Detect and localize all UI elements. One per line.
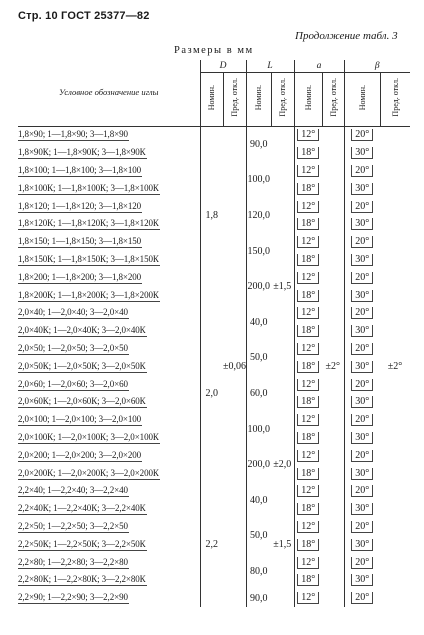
designation-cell: 2,2×50К; 1—2,2×50К; 3—2,2×50К [18,538,146,549]
designation-cell: 2,2×90; 1—2,2×90; 3—2,2×90 [18,592,128,603]
beta-nominal-cell: 20° [344,233,380,251]
L-nominal-cell: 200,0 [246,269,271,305]
beta-nominal-cell: 20° [344,162,380,180]
a-nominal-cell: 12° [294,589,322,607]
L-nominal-cell: 40,0 [246,304,271,340]
L-nominal-cell: 50,0 [246,340,271,376]
L-tolerance-cell: ±1,5 [273,281,292,293]
beta-nominal-cell: 20° [344,304,380,322]
beta-nominal-cell: 30° [344,215,380,233]
D-tolerance-header: Пред. откл. [223,72,246,126]
column-L-header: L [246,60,294,72]
table-row [18,304,410,322]
D-nominal-cell: 2,0 [200,304,223,482]
column-a-header: a [294,60,344,72]
a-nominal-cell: 12° [294,198,322,216]
designation-cell: 1,8×200; 1—1,8×200; 3—1,8×200 [18,271,142,282]
designation-cell: 2,0×60; 1—2,0×60; 3—2,0×60 [18,378,128,389]
D-nominal-cell: 2,2 [200,482,223,607]
beta-nominal-cell: 20° [344,411,380,429]
designation-cell: 2,2×40; 1—2,2×40; 3—2,2×40 [18,485,128,496]
L-nominal-cell: 80,0 [246,554,271,590]
designation-cell: 2,0×50; 1—2,0×50; 3—2,0×50 [18,342,128,353]
designation-cell: 1,8×90; 1—1,8×90; 3—1,8×90 [18,129,128,140]
beta-nominal-cell: 20° [344,376,380,394]
L-tolerance-header: Пред. откл. [271,72,294,126]
table-row [18,126,410,144]
D-nominal-cell: 1,8 [200,126,223,304]
a-nominal-cell: 18° [294,322,322,340]
a-nominal-cell: 12° [294,376,322,394]
beta-nominal-cell: 20° [344,340,380,358]
a-nominal-cell: 12° [294,482,322,500]
L-nominal-header: Номин. [246,72,271,126]
beta-nominal-cell: 20° [344,198,380,216]
a-nominal-cell: 18° [294,571,322,589]
L-nominal-cell: 60,0 [246,376,271,412]
a-nominal-cell: 12° [294,126,322,144]
designation-cell: 2,0×200К; 1—2,0×200К; 3—2,0×200К [18,467,159,478]
a-nominal-cell: 18° [294,358,322,376]
beta-nominal-cell: 30° [344,536,380,554]
page-header: Стр. 10 ГОСТ 25377—82 [18,10,150,22]
L-nominal-cell: 200,0 [246,447,271,483]
beta-nominal-cell: 20° [344,269,380,287]
a-nominal-cell: 12° [294,411,322,429]
beta-nominal-cell: 20° [344,518,380,536]
beta-nominal-cell: 30° [344,180,380,198]
designation-cell: 2,0×40К; 1—2,0×40К; 3—2,0×40К [18,325,146,336]
designation-cell: 1,8×120; 1—1,8×120; 3—1,8×120 [18,200,142,211]
a-nominal-cell: 18° [294,215,322,233]
needle-dimensions-table [18,60,410,607]
a-nominal-cell: 18° [294,465,322,483]
designation-cell: 2,0×40; 1—2,0×40; 3—2,0×40 [18,307,128,318]
L-nominal-cell: 90,0 [246,126,271,162]
beta-nominal-cell: 30° [344,322,380,340]
a-nominal-cell: 18° [294,144,322,162]
a-nominal-cell: 12° [294,447,322,465]
a-nominal-cell: 18° [294,536,322,554]
a-nominal-cell: 18° [294,287,322,305]
beta-nominal-cell: 20° [344,554,380,572]
beta-tolerance-header: Пред. откл. [380,72,410,126]
designation-cell: 2,2×40К; 1—2,2×40К; 3—2,2×40К [18,503,146,514]
beta-nominal-cell: 30° [344,144,380,162]
a-nominal-cell: 18° [294,251,322,269]
designation-cell: 2,0×100К; 1—2,0×100К; 3—2,0×100К [18,431,159,442]
designation-cell: 2,0×50К; 1—2,0×50К; 3—2,0×50К [18,360,146,371]
column-D-header: D [200,60,246,72]
a-nominal-header: Номин. [294,72,322,126]
a-nominal-cell: 12° [294,518,322,536]
L-nominal-cell: 50,0 [246,518,271,554]
designation-cell: 2,2×50; 1—2,2×50; 3—2,2×50 [18,520,128,531]
designation-header: Условное обозначение иглы [18,60,200,126]
designation-cell: 1,8×100К; 1—1,8×100К; 3—1,8×100К [18,182,159,193]
a-tolerance-header: Пред. откл. [322,72,344,126]
designation-cell: 2,2×80К; 1—2,2×80К; 3—2,2×80К [18,574,146,585]
designation-cell: 1,8×150К; 1—1,8×150К; 3—1,8×150К [18,253,159,264]
L-tolerance-cell: ±1,5 [273,539,292,551]
designation-cell: 1,8×150; 1—1,8×150; 3—1,8×150 [18,236,142,247]
beta-nominal-cell: 20° [344,482,380,500]
designation-cell: 2,0×200; 1—2,0×200; 3—2,0×200 [18,449,142,460]
designation-cell: 2,0×60К; 1—2,0×60К; 3—2,0×60К [18,396,146,407]
L-tolerance-cell: ±2,0 [273,459,292,471]
a-nominal-cell: 18° [294,429,322,447]
beta-nominal-cell: 30° [344,251,380,269]
beta-nominal-cell: 30° [344,429,380,447]
designation-cell: 1,8×100; 1—1,8×100; 3—1,8×100 [18,164,142,175]
beta-tolerance-cell: ±2° [387,361,403,373]
L-nominal-cell: 120,0 [246,198,271,234]
L-nominal-cell: 40,0 [246,482,271,518]
L-nominal-cell: 150,0 [246,233,271,269]
a-nominal-cell: 12° [294,233,322,251]
beta-nominal-cell: 30° [344,287,380,305]
L-nominal-cell: 100,0 [246,411,271,447]
beta-nominal-cell: 30° [344,571,380,589]
designation-cell: 2,2×80; 1—2,2×80; 3—2,2×80 [18,556,128,567]
a-nominal-cell: 18° [294,500,322,518]
beta-nominal-cell: 20° [344,447,380,465]
a-nominal-cell: 12° [294,162,322,180]
L-nominal-cell: 90,0 [246,589,271,607]
beta-nominal-cell: 20° [344,126,380,144]
a-nominal-cell: 12° [294,554,322,572]
dimensions-note: Размеры в мм [174,45,254,56]
beta-nominal-cell: 30° [344,393,380,411]
a-nominal-cell: 12° [294,304,322,322]
a-nominal-cell: 18° [294,393,322,411]
a-nominal-cell: 18° [294,180,322,198]
designation-cell: 1,8×200К; 1—1,8×200К; 3—1,8×200К [18,289,159,300]
beta-nominal-cell: 30° [344,500,380,518]
L-nominal-cell: 100,0 [246,162,271,198]
designation-cell: 1,8×120К; 1—1,8×120К; 3—1,8×120К [18,218,159,229]
a-nominal-cell: 12° [294,269,322,287]
table-row [18,482,410,500]
D-nominal-header: Номин. [200,72,223,126]
a-tolerance-cell: ±2° [325,361,341,373]
designation-cell: 2,0×100; 1—2,0×100; 3—2,0×100 [18,414,142,425]
a-nominal-cell: 12° [294,340,322,358]
designation-cell: 1,8×90К; 1—1,8×90К; 3—1,8×90К [18,147,146,158]
D-tolerance-cell: ±0,06 [223,361,246,373]
beta-nominal-header: Номин. [344,72,380,126]
beta-nominal-cell: 30° [344,465,380,483]
table-continuation: Продолжение табл. 3 [295,30,398,42]
beta-nominal-cell: 20° [344,589,380,607]
column-beta-header: β [344,60,410,72]
beta-nominal-cell: 30° [344,358,380,376]
